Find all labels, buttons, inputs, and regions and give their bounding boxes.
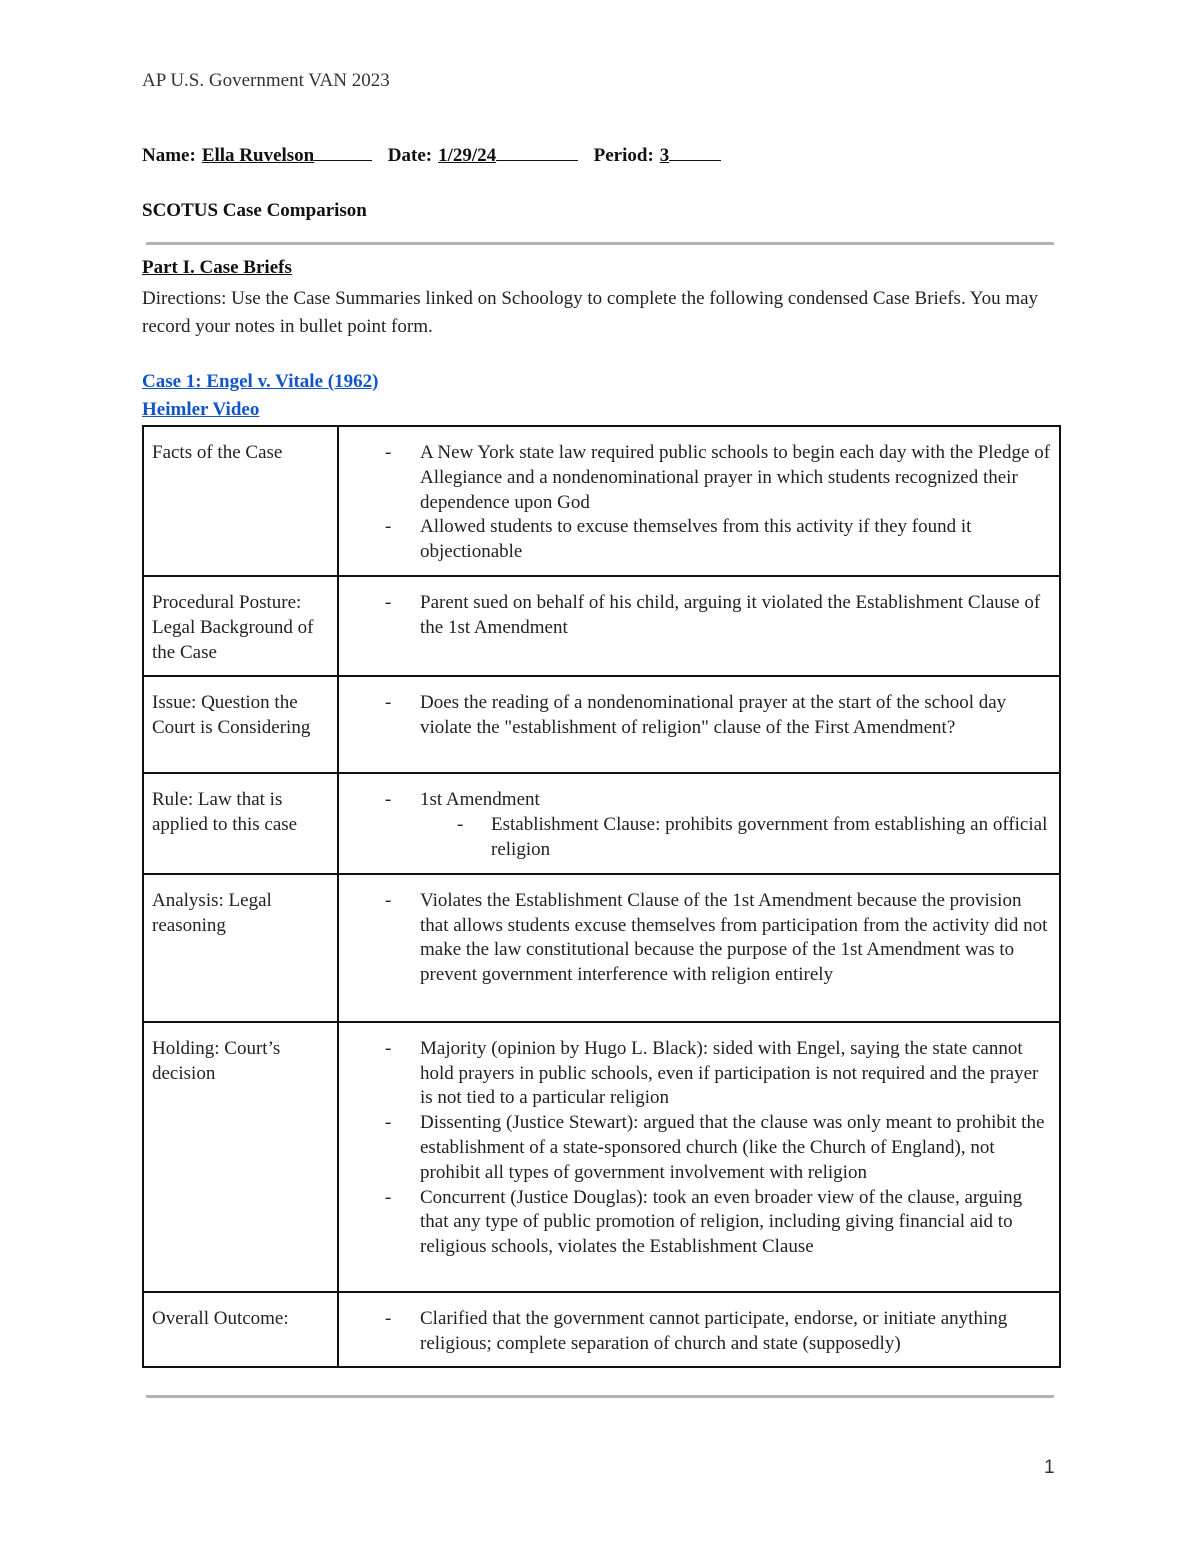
bullet-item xyxy=(347,691,1051,741)
brief-row-content xyxy=(338,426,1060,576)
brief-row-label: Procedural Posture: Legal Background of the Case xyxy=(143,576,338,676)
directions-text: Directions: Use the Case Summaries linked on Schoology to complete the following condensed Case Briefs. You may record your notes in bullet point form. xyxy=(142,288,1039,337)
brief-row xyxy=(143,1292,1060,1368)
case-brief-table xyxy=(142,425,1061,1368)
document-title: SCOTUS Case Comparison xyxy=(142,200,367,221)
bullet-item xyxy=(347,1111,1051,1185)
heimler-video-link[interactable]: Heimler Video xyxy=(142,399,260,420)
student-info-line xyxy=(142,142,721,167)
bullet-text: 1st Amendment xyxy=(420,789,540,811)
brief-row xyxy=(143,676,1060,773)
brief-row-label: Analysis: Legal reasoning xyxy=(143,874,338,1022)
page-number: 1 xyxy=(1044,1457,1055,1478)
name-value: Ella Ruvelson xyxy=(201,145,315,166)
name-blank xyxy=(314,142,372,161)
brief-row-content xyxy=(338,874,1060,1022)
sub-bullet-list xyxy=(420,813,1051,863)
brief-row-content xyxy=(338,676,1060,773)
bullet-text: Dissenting (Justice Stewart): argued that the clause was only meant to prohibit the establishment of a state-sponsored church (like the Church of England), not prohibit all types of government involvement with religion xyxy=(420,1112,1045,1183)
bullet-list xyxy=(347,591,1051,641)
page-header: AP U.S. Government VAN 2023 xyxy=(142,70,390,91)
bullet-item xyxy=(347,591,1051,641)
bullet-list xyxy=(347,691,1051,741)
bullet-text: Parent sued on behalf of his child, arguing it violated the Establishment Clause of the 1st Amendment xyxy=(420,591,1041,638)
case-title-link[interactable]: Case 1: Engel v. Vitale (1962) xyxy=(142,371,379,392)
brief-row xyxy=(143,874,1060,1022)
brief-row xyxy=(143,1022,1060,1292)
bullet-text: Concurrent (Justice Douglas): took an even broader view of the clause, arguing that any type of public promotion of religion, including giving financial aid to religious schools, violates the Establishment Clause xyxy=(420,1186,1023,1258)
bullet-item xyxy=(347,889,1051,988)
bullet-list xyxy=(347,1037,1051,1260)
name-label: Name: xyxy=(142,145,196,166)
brief-row-label: Overall Outcome: xyxy=(143,1292,338,1368)
brief-row-label: Facts of the Case xyxy=(143,426,338,576)
bullet-text: A New York state law required public schools to begin each day with the Pledge of Allegiance and a nondenominational prayer in which students recognized their dependence upon God xyxy=(420,442,1051,513)
brief-row-label: Rule: Law that is applied to this case xyxy=(143,773,338,873)
bullet-list xyxy=(347,889,1051,988)
brief-row-label: Issue: Question the Court is Considering xyxy=(143,676,338,773)
period-label: Period: xyxy=(593,145,654,166)
period-blank xyxy=(669,142,721,161)
bullet-item xyxy=(347,1037,1051,1111)
date-blank xyxy=(496,142,578,161)
bullet-item xyxy=(347,515,1051,565)
bullet-text: Allowed students to excuse themselves from this activity if they found it objectionable xyxy=(420,516,972,563)
bullet-text: Does the reading of a nondenominational prayer at the start of the school day violate the "establishment of religion" clause of the First Amendment? xyxy=(420,692,1007,739)
brief-row-content xyxy=(338,576,1060,676)
brief-row-content xyxy=(338,1292,1060,1368)
brief-row-content xyxy=(338,773,1060,873)
brief-row xyxy=(143,773,1060,873)
brief-row-content xyxy=(338,1022,1060,1292)
brief-row xyxy=(143,576,1060,676)
bullet-text: Majority (opinion by Hugo L. Black): sided with Engel, saying the state cannot hold prayers in public schools, even if participation is not required and the prayer is not tied to a particular religion xyxy=(420,1037,1039,1109)
brief-row-label: Holding: Court’s decision xyxy=(143,1022,338,1292)
part-heading: Part I. Case Briefs xyxy=(142,257,292,278)
sub-bullet-item: - Establishment Clause: prohibits government from establishing an official religion xyxy=(420,813,1051,863)
date-label: Date: xyxy=(387,145,433,166)
bullet-item xyxy=(347,788,1051,862)
bottom-divider xyxy=(146,1395,1054,1398)
bullet-item xyxy=(347,1307,1051,1357)
date-value: 1/29/24 xyxy=(438,145,497,166)
bullet-item xyxy=(347,1186,1051,1260)
bullet-text: Violates the Establishment Clause of the 1st Amendment because the provision that allows students excuse themselves from participation from the activity did not make the law constitutional because the purpose of the 1st Amendment was to prevent government interference with religion entirely xyxy=(420,889,1048,986)
period-value: 3 xyxy=(659,145,670,166)
bullet-text: Clarified that the government cannot participate, endorse, or initiate anything religious; complete separation of church and state (supposedly) xyxy=(420,1307,1008,1354)
bullet-item xyxy=(347,441,1051,515)
brief-row xyxy=(143,426,1060,576)
bullet-list xyxy=(347,441,1051,565)
top-divider xyxy=(146,242,1054,245)
bullet-list xyxy=(347,788,1051,862)
bullet-list xyxy=(347,1307,1051,1357)
